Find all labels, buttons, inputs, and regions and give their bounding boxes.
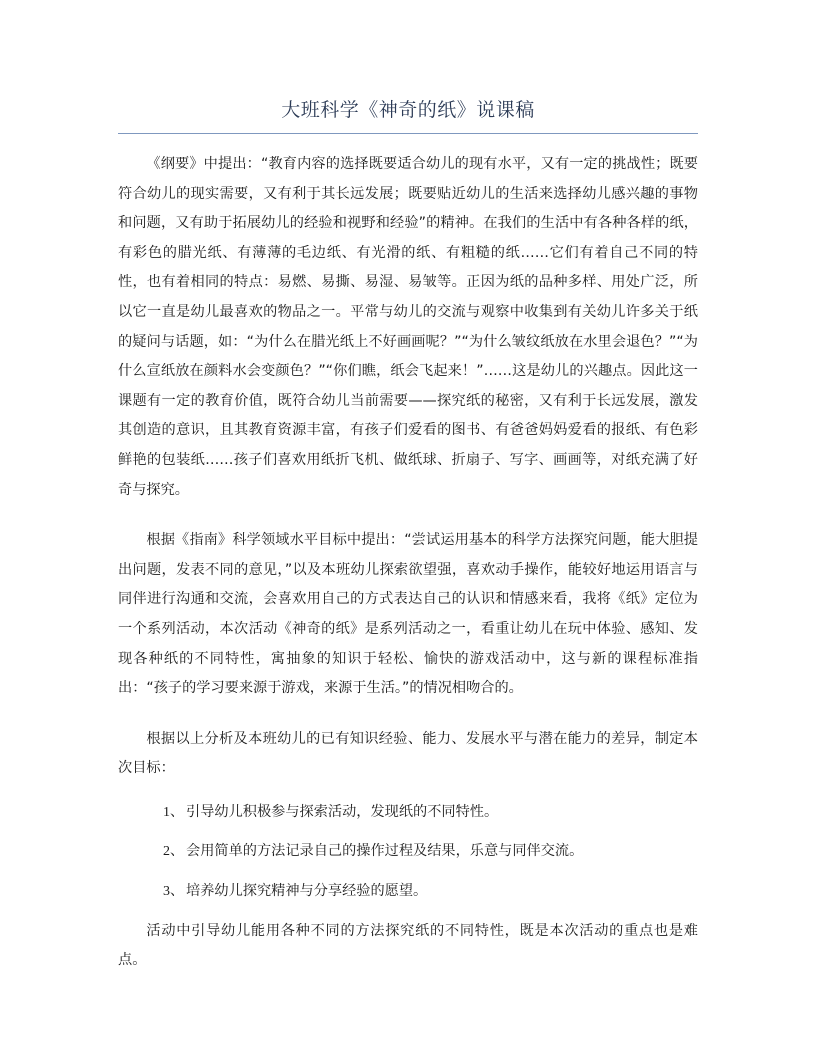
paragraph-key-point: 活动中引导幼儿能用各种不同的方法探究纸的不同特性，既是本次活动的重点也是难点。 bbox=[118, 922, 698, 969]
goal-item bbox=[118, 837, 698, 867]
document-title: 大班科学《神奇的纸》说课稿 bbox=[281, 99, 535, 121]
paragraph-guidelines: 根据《指南》科学领域水平目标中提出：“尝试运用基本的科学方法探究问题，能大胆提出问题，发表不同的意见，”以及本班幼儿探索欲望强，喜欢动手操作，能较好地运用语言与同伴进行沟通和交流，会喜欢用自己的方式表达自己的认识和情感来看，我将《纸》定位为一个系列活动，本次活动《神奇的纸》是系列活动之一，看重让幼儿在玩中体验、感知、发现各种纸的不同特性，寓抽象的知识于轻松、愉快的游戏活动中，这与新的课程标准指出：“孩子的学习要来源于游戏，来源于生活。”的情况相吻合的。 bbox=[118, 532, 698, 697]
goal-number: 3、 bbox=[163, 884, 184, 900]
goal-number: 1、 bbox=[163, 804, 184, 820]
goal-item bbox=[118, 877, 698, 907]
document-body bbox=[118, 150, 698, 976]
paragraph-goal-intro: 根据以上分析及本班幼儿的已有知识经验、能力、发展水平与潜在能力的差异，制定本次目标： bbox=[118, 730, 698, 777]
goal-number: 2、 bbox=[163, 844, 184, 860]
goal-text: 会用简单的方法记录自己的操作过程及结果，乐意与同伴交流。 bbox=[186, 843, 584, 860]
goal-item bbox=[118, 798, 698, 828]
paragraph-background: 《纲要》中提出：“教育内容的选择既要适合幼儿的现有水平，又有一定的挑战性；既要符合幼儿的现实需要，又有利于其长远发展；既要贴近幼儿的生活来选择幼儿感兴趣的事物和问题，又有助于拓展幼儿的经验和视野和经验”的精神。在我们的生活中有各种各样的纸，有彩色的腊光纸、有薄薄的毛边纸、有光滑的纸、有粗糙的纸……它们有着自己不同的特性，也有着相同的特点：易燃、易撕、易湿、易皱等。正因为纸的品种多样、用处广泛，所以它一直是幼儿最喜欢的物品之一。平常与幼儿的交流与观察中收集到有关幼儿许多关于纸的疑问与话题，如：“为什么在腊光纸上不好画画呢？”“为什么皱纹纸放在水里会退色？”“为什么宣纸放在颜料水会变颜色？”“你们瞧，纸会飞起来！”……这是幼儿的兴趣点。因此这一课题有一定的教育价值，既符合幼儿当前需要——探究纸的秘密，又有利于长远发展，激发其创造的意识，且其教育资源丰富，有孩子们爱看的图书、有爸爸妈妈爱看的报纸、有色彩鲜艳的包装纸……孩子们喜欢用纸折飞机、做纸球、折扇子、写字、画画等，对纸充满了好奇与探究。 bbox=[118, 156, 698, 498]
goal-text: 引导幼儿积极参与探索活动，发现纸的不同特性。 bbox=[186, 803, 499, 820]
title-underline-divider bbox=[118, 133, 698, 134]
goal-text: 培养幼儿探究精神与分享经验的愿望。 bbox=[186, 883, 428, 900]
goals-list bbox=[118, 798, 698, 907]
